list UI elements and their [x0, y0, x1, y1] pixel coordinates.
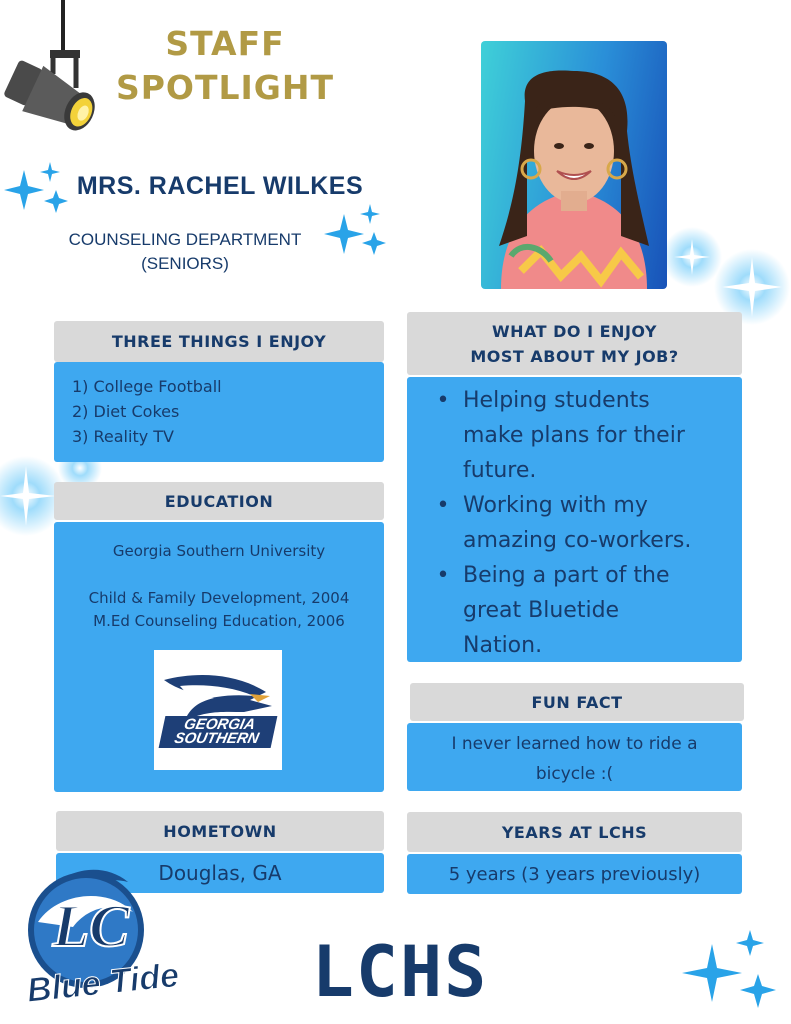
sparkle-icon — [2, 160, 80, 220]
blue-tide-logo — [8, 852, 198, 1017]
fun-fact-box — [407, 723, 742, 791]
staff-name: MRS. RACHEL WILKES — [76, 172, 364, 200]
logo-line-1: GEORGIA — [182, 716, 257, 733]
bullet-dot: • — [436, 563, 450, 588]
portrait-image — [481, 41, 667, 289]
logo-letters: LC — [52, 893, 130, 959]
title-line-1: STAFF — [165, 24, 285, 63]
bullet-line: future. — [463, 458, 537, 483]
title-line-2: SPOTLIGHT — [115, 68, 335, 107]
spotlight-icon — [0, 0, 110, 150]
bullet-line: great Bluetide — [463, 598, 620, 623]
enjoy-job-list — [407, 377, 742, 662]
enjoy-job-heading — [407, 312, 742, 375]
degree-1: Child & Family Development, 2004 — [88, 589, 350, 607]
logo-line-2: SOUTHERN — [172, 730, 261, 747]
education-box — [54, 522, 384, 792]
department-line-2: (SENIORS) — [141, 254, 229, 273]
bullet-dot: • — [436, 388, 450, 413]
fun-fact-line-1: I never learned how to ride a — [451, 734, 698, 754]
bullet-line: amazing co-workers. — [463, 528, 692, 553]
bullet-line: Working with my — [463, 493, 648, 518]
list-item: 1) College Football — [72, 377, 222, 396]
bullet-line: Helping students — [463, 388, 650, 413]
department — [40, 228, 330, 276]
fun-fact-line-2: bicycle :( — [535, 764, 614, 784]
three-things-list — [54, 362, 384, 462]
education-heading: EDUCATION — [54, 482, 384, 520]
list-item — [423, 558, 732, 663]
logo-text: Blue Tide — [25, 956, 181, 1010]
school-name-footer: LCHS — [311, 931, 489, 1013]
list-item — [423, 383, 732, 488]
years-heading: YEARS AT LCHS — [407, 812, 742, 852]
three-things-heading: THREE THINGS I ENJOY — [54, 321, 384, 362]
bullet-line: Nation. — [463, 633, 543, 658]
department-line-1: COUNSELING DEPARTMENT — [68, 230, 302, 249]
list-item: 2) Diet Cokes — [72, 402, 180, 421]
list-item — [423, 488, 732, 558]
logo-text — [159, 716, 278, 748]
list-item: 3) Reality TV — [72, 427, 174, 446]
bullet-line: Being a part of the — [463, 563, 670, 588]
fun-fact-heading: FUN FACT — [410, 683, 744, 721]
staff-photo — [481, 41, 667, 289]
degree-2: M.Ed Counseling Education, 2006 — [93, 612, 345, 630]
hometown-heading: HOMETOWN — [56, 811, 384, 851]
bullet-line: make plans for their — [463, 423, 685, 448]
georgia-southern-logo — [154, 650, 282, 770]
hometown-value: Douglas, GA — [56, 853, 384, 893]
school-name: Georgia Southern University — [112, 542, 326, 560]
years-value: 5 years (3 years previously) — [407, 854, 742, 894]
enjoy-heading-line-2: MOST ABOUT MY JOB? — [470, 346, 679, 366]
sparkle-icon — [680, 928, 780, 1018]
bullet-dot: • — [436, 493, 450, 518]
enjoy-heading-line-1: WHAT DO I ENJOY — [491, 321, 658, 341]
eagle-icon — [154, 650, 282, 770]
page-title — [110, 22, 340, 110]
sparkle-icon — [322, 202, 394, 266]
